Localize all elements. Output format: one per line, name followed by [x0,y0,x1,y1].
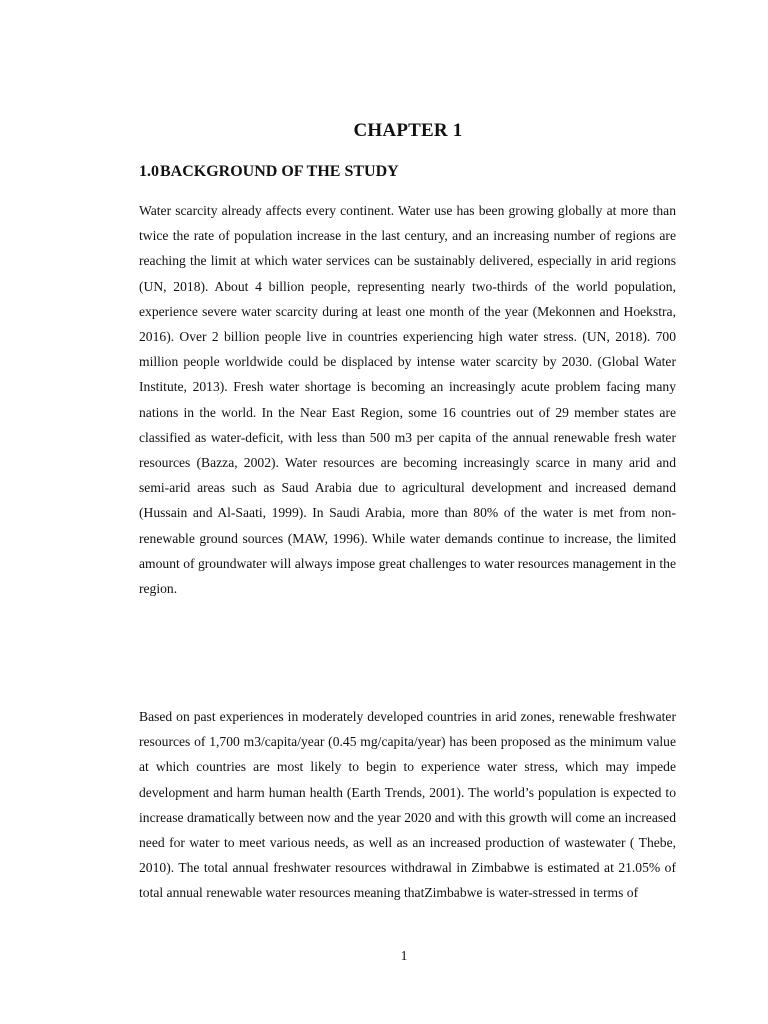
section-number: 1.0 [139,163,159,180]
section-title: BACKGROUND OF THE STUDY [160,163,399,180]
paragraph-2: Based on past experiences in moderately developed countries in arid zones, renewable freshwater resources of 1,700 m3/capita/year (0.45 mg/capita/year) has been proposed as the minimum value at which countries are most likely to begin to experience water stress, which may impede development and harm human health (Earth Trends, 2001). The world’s population is expected to increase dramatically between now and the year 2020 and with this growth will come an increased need for water to meet various needs, as well as an increased production of wastewater ( Thebe, 2010). The total annual freshwater resources withdrawal in Zimbabwe is estimated at 21.05% of total annual renewable water resources meaning thatZimbabwe is water-stressed in terms of [139,709,676,901]
page-number: 1 [400,948,408,963]
chapter-title: CHAPTER 1 [353,120,463,141]
paragraph-1: Water scarcity already affects every continent. Water use has been growing globally at more than twice the rate of population increase in the last century, and an increasing number of regions are reaching the limit at which water services can be sustainably delivered, especially in arid regions (UN, 2018). About 4 billion people, representing nearly two-thirds of the world population, experience severe water scarcity during at least one month of the year (Mekonnen and Hoekstra, 2016). Over 2 billion people live in countries experiencing high water stress. (UN, 2018). 700 million people worldwide could be displaced by intense water scarcity by 2030. (Global Water Institute, 2013). Fresh water shortage is becoming an increasingly acute problem facing many nations in the world. In the Near East Region, some 16 countries out of 29 member states are classified as water-deficit, with less than 500 m3 per capita of the annual renewable fresh water resources (Bazza, 2002). Water resources are becoming increasingly scarce in many arid and semi-arid areas such as Saud Arabia due to agricultural development and increased demand (Hussain and Al-Saati, 1999). In Saudi Arabia, more than 80% of the water is met from non-renewable ground sources (MAW, 1996). While water demands continue to increase, the limited amount of groundwater will always impose great challenges to water resources management in the region. [139,203,676,597]
section-heading [139,163,399,181]
